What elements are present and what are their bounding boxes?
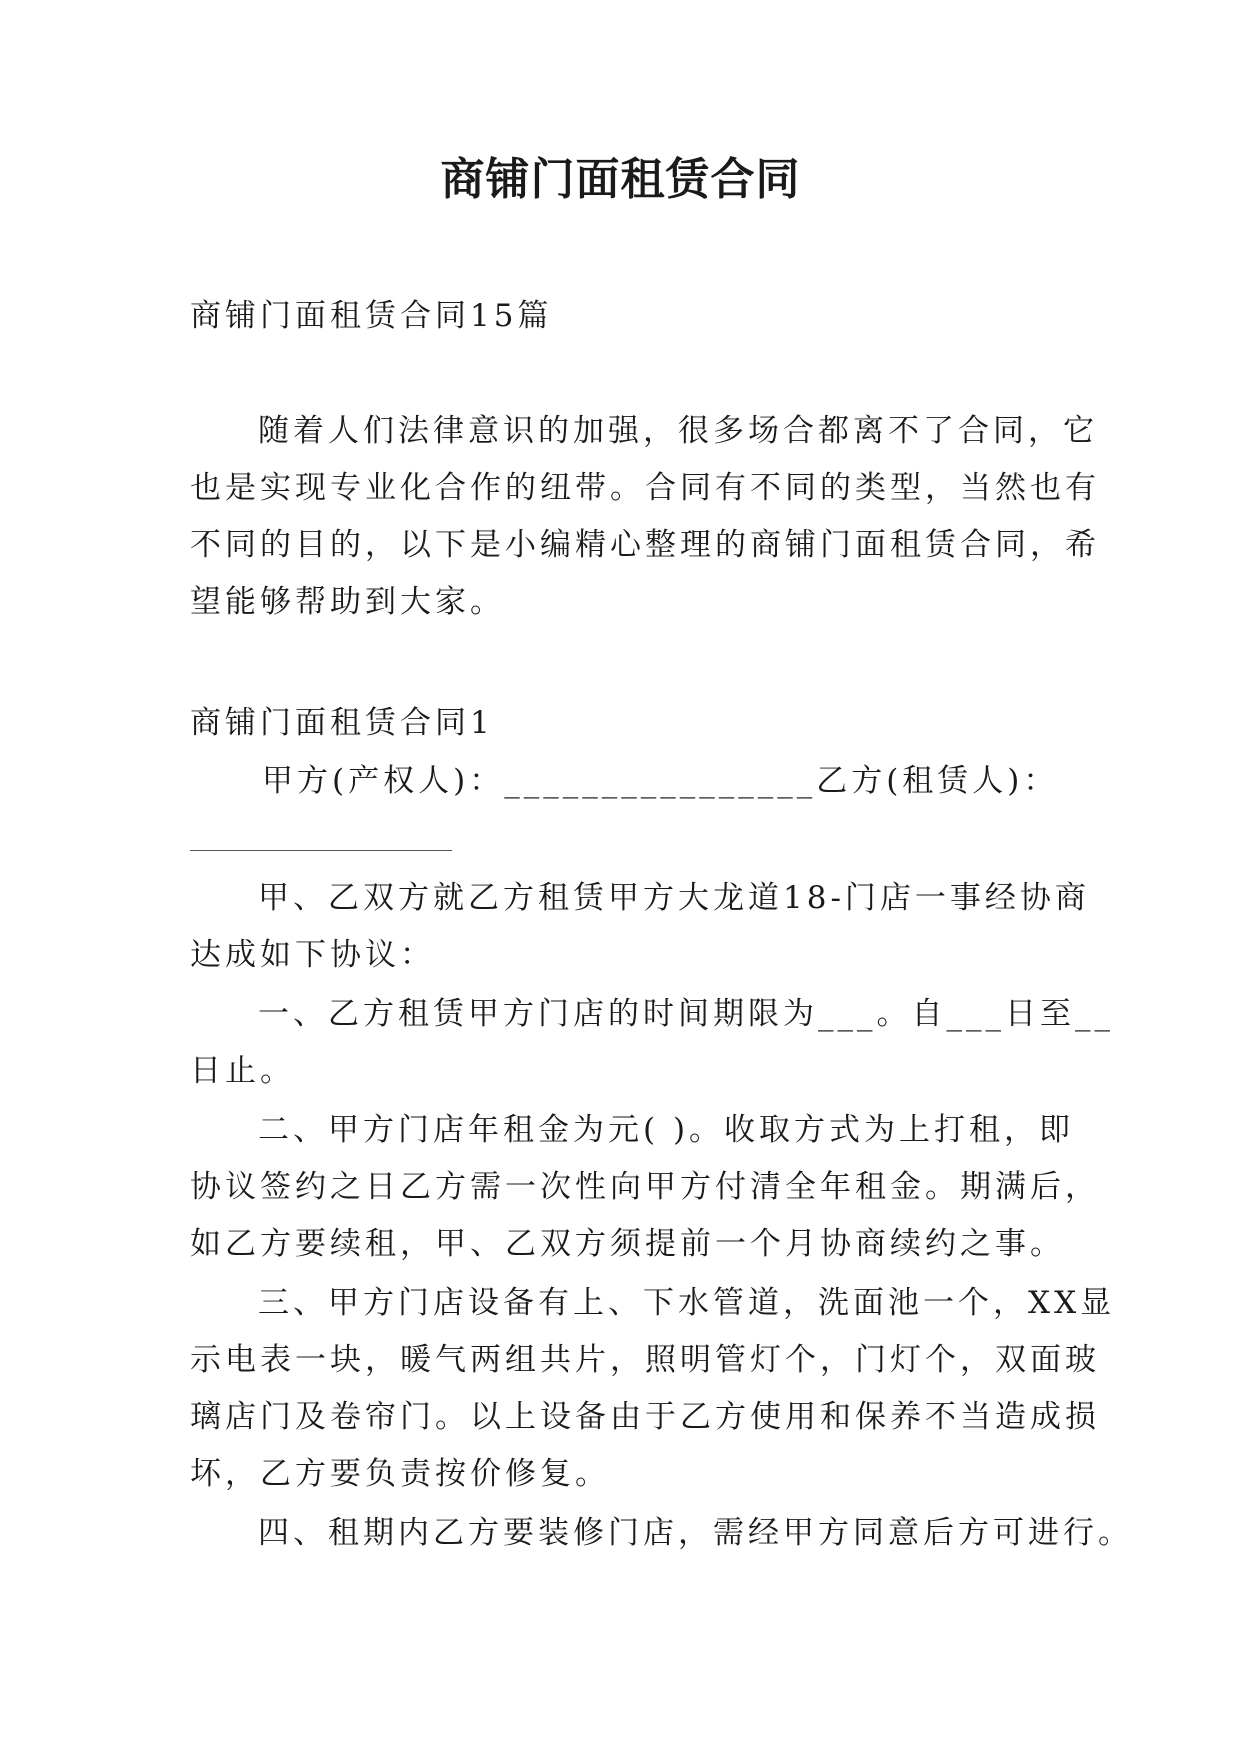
body-line-2: 达成如下协议：: [190, 937, 435, 973]
document-subtitle: 商铺门面租赁合同15篇: [190, 298, 553, 334]
intro-line-4: 望能够帮助到大家。: [190, 584, 505, 620]
parties-line: 甲方(产权人)：________________乙方(租赁人)：: [262, 763, 1059, 799]
body-line-1: 甲、乙双方就乙方租赁甲方大龙道18-门店一事经协商: [258, 880, 1090, 916]
body-line-10: 璃店门及卷帘门。以上设备由于乙方使用和保养不当造成损: [190, 1399, 1100, 1435]
signature-blank-line: [190, 850, 452, 851]
body-line-12: 四、租期内乙方要装修门店，需经甲方同意后方可进行。: [258, 1515, 1133, 1551]
body-line-3: 一、乙方租赁甲方门店的时间期限为___。自___日至__: [258, 996, 1114, 1032]
intro-line-3: 不同的目的，以下是小编精心整理的商铺门面租赁合同，希: [190, 527, 1100, 563]
body-line-4: 日止。: [190, 1053, 295, 1089]
intro-line-1: 随着人们法律意识的加强，很多场合都离不了合同，它: [258, 413, 1098, 449]
document-title: 商铺门面租赁合同: [440, 154, 801, 205]
body-line-5: 二、甲方门店年租金为元( )。收取方式为上打租，即: [258, 1112, 1075, 1148]
body-line-11: 坏，乙方要负责按价修复。: [190, 1456, 610, 1492]
section-heading: 商铺门面租赁合同1: [190, 705, 494, 741]
intro-line-2: 也是实现专业化合作的纽带。合同有不同的类型，当然也有: [190, 470, 1100, 506]
body-line-7: 如乙方要续租，甲、乙双方须提前一个月协商续约之事。: [190, 1226, 1065, 1262]
body-line-8: 三、甲方门店设备有上、下水管道，洗面池一个，XX显: [258, 1285, 1116, 1321]
body-line-9: 示电表一块，暖气两组共片，照明管灯个，门灯个，双面玻: [190, 1342, 1100, 1378]
body-line-6: 协议签约之日乙方需一次性向甲方付清全年租金。期满后，: [190, 1169, 1100, 1205]
